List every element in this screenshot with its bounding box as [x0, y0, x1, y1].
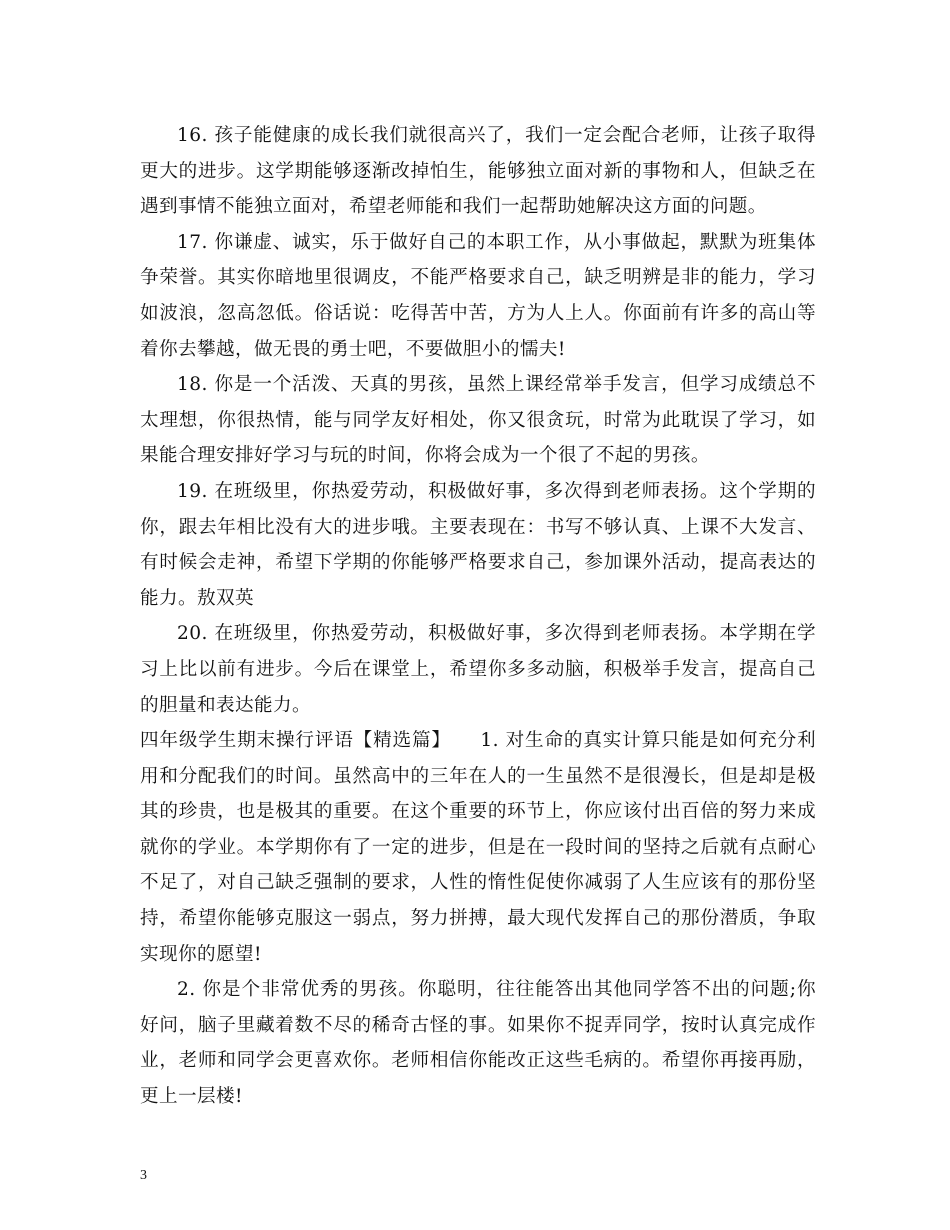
comment-paragraph-18: 18. 你是一个活泼、天真的男孩，虽然上课经常举手发言，但学习成绩总不太理想，你很热情，能与同学友好相处，你又很贪玩，时常为此耽误了学习，如果能合理安排好学习与玩的时间，你将会成为一个很了不起的男孩。: [140, 374, 816, 467]
page-number: 3: [140, 1168, 147, 1183]
document-body: [140, 118, 816, 1115]
comment-paragraph-17: 17. 你谦虚、诚实，乐于做好自己的本职工作，从小事做起，默默为班集体争荣誉。其实你暗地里很调皮，不能严格要求自己，缺乏明辨是非的能力，学习如波浪，忽高忽低。俗话说：吃得苦中苦，方为人上人。你面前有许多的高山等着你去攀越，做无畏的勇士吧，不要做胆小的懦夫!: [140, 231, 816, 360]
comment-paragraph-19: 19. 在班级里，你热爱劳动，积极做好事，多次得到老师表扬。这个学期的你，跟去年相比没有大的进步哦。主要表现在：书写不够认真、上课不大发言、有时候会走神，希望下学期的你能够严格要求自己，参加课外活动，提高表达的能力。敖双英: [140, 480, 816, 609]
comment-paragraph-20: 20. 在班级里，你热爱劳动，积极做好事，多次得到老师表扬。本学期在学习上比以前有进步。今后在课堂上，希望你多多动脑，积极举手发言，提高自己的胆量和表达能力。: [140, 623, 816, 716]
comment-paragraph-2: 2. 你是个非常优秀的男孩。你聪明，往往能答出其他同学答不出的问题;你好问，脑子里藏着数不尽的稀奇古怪的事。如果你不捉弄同学，按时认真完成作业，老师和同学会更喜欢你。老师相信你能改正这些毛病的。希望你再接再励，更上一层楼!: [140, 979, 816, 1108]
section-heading-paragraph: 四年级学生期末操行评语【精选篇】 1. 对生命的真实计算只能是如何充分利用和分配我们的时间。虽然高中的三年在人的一生虽然不是很漫长，但是却是极其的珍贵，也是极其的重要。在这个重要的环节上，你应该付出百倍的努力来成就你的学业。本学期你有了一定的进步，但是在一段时间的坚持之后就有点耐心不足了，对自己缺乏强制的要求，人性的惰性促使你减弱了人生应该有的那份坚持，希望你能够克服这一弱点，努力拼搏，最大现代发挥自己的那份潜质，争取实现你的愿望!: [140, 730, 816, 965]
comment-paragraph-16: 16. 孩子能健康的成长我们就很高兴了，我们一定会配合老师，让孩子取得更大的进步。这学期能够逐渐改掉怕生，能够独立面对新的事物和人，但缺乏在遇到事情不能独立面对，希望老师能和我们一起帮助她解决这方面的问题。: [140, 125, 816, 218]
